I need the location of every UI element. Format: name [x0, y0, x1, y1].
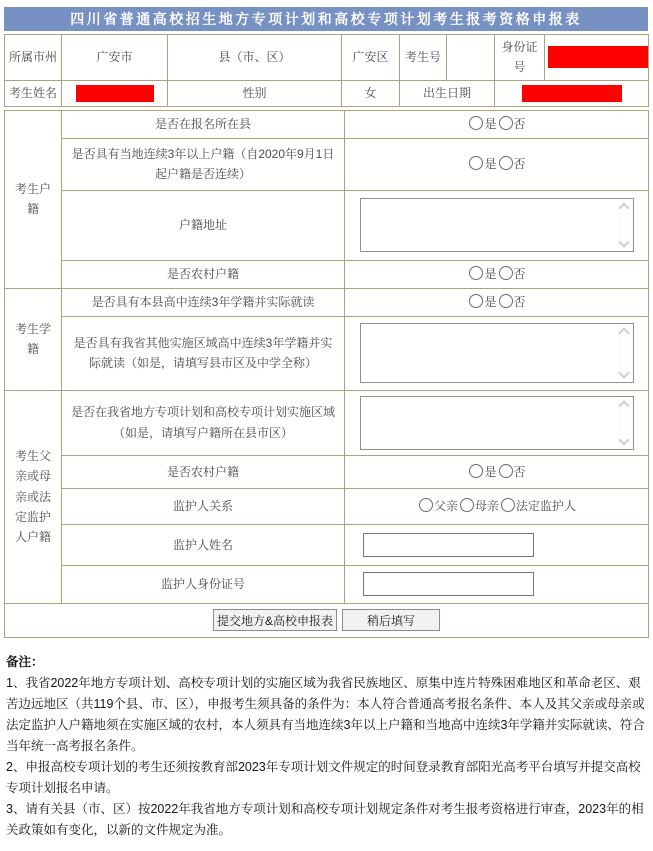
id-no-value-cell [545, 35, 649, 81]
question-guardian-id: 监护人身份证号 [62, 565, 345, 603]
radio-no-label: 否 [513, 267, 526, 282]
radio-no[interactable] [499, 266, 513, 280]
scroll-down-icon[interactable] [618, 368, 629, 379]
scroll-down-icon[interactable] [618, 237, 629, 248]
radio-guardian[interactable] [501, 498, 515, 512]
radio-no-label: 否 [513, 464, 526, 479]
note-item-3: 3、请有关县（市、区）按2022年我省地方专项计划和高校专项计划规定条件对考生报考资格进行审查，2023年的相关政策如有变化，以新的文件规定为准。 [6, 801, 644, 837]
notes-heading: 备注： [6, 654, 44, 669]
question-local-school: 是否具有本县高中连续3年学籍并实际就读 [62, 288, 345, 316]
textarea-scrollbar[interactable] [617, 200, 632, 250]
redacted-birth-date [522, 85, 622, 102]
scroll-down-icon[interactable] [618, 434, 629, 445]
hukou-address-textarea[interactable] [360, 198, 634, 252]
answer-hukou-address [345, 190, 649, 260]
answer-guardian-id [345, 565, 649, 603]
region-value: 广安市 [62, 35, 168, 81]
section-label-candidate-xueji: 考生学籍 [5, 288, 62, 390]
answer-local-school [345, 288, 649, 316]
radio-yes-label: 是 [484, 464, 497, 479]
radio-yes[interactable] [469, 464, 483, 478]
parent-region-textarea[interactable] [360, 396, 634, 450]
scroll-up-icon[interactable] [618, 400, 629, 411]
candidate-no-label: 考生号 [400, 35, 447, 81]
answer-parent-in-region [345, 390, 649, 455]
scroll-up-icon[interactable] [618, 203, 629, 214]
qualification-table [4, 110, 649, 638]
question-3yr-hukou: 是否具有当地连续3年以上户籍（自2020年9月1日起户籍是否连续） [62, 138, 345, 190]
question-rural-hukou: 是否农村户籍 [62, 260, 345, 288]
section-label-parent-hukou: 考生父亲或母亲或法定监护人户籍 [5, 390, 62, 603]
question-hukou-address: 户籍地址 [62, 190, 345, 260]
question-parent-rural-hukou: 是否农村户籍 [62, 455, 345, 488]
radio-father[interactable] [419, 498, 433, 512]
gender-value: 女 [342, 80, 400, 106]
answer-in-county [345, 110, 649, 138]
question-guardian-relation: 监护人关系 [62, 488, 345, 524]
radio-yes-label: 是 [484, 117, 497, 132]
question-guardian-name: 监护人姓名 [62, 524, 345, 565]
id-no-label: 身份证号 [495, 35, 545, 81]
page-title: 四川省普通高校招生地方专项计划和高校专项计划考生报考资格申报表 [4, 7, 648, 31]
candidate-no-value [447, 35, 495, 81]
radio-no-label: 否 [513, 295, 526, 310]
fill-later-button[interactable]: 稍后填写 [342, 609, 440, 631]
answer-parent-rural-hukou [345, 455, 649, 488]
name-value-cell [62, 80, 168, 106]
radio-yes[interactable] [469, 116, 483, 130]
submit-button[interactable]: 提交地方&高校申报表 [213, 609, 337, 631]
radio-father-label: 父亲 [433, 499, 458, 514]
radio-yes-label: 是 [484, 267, 497, 282]
redacted-name [76, 85, 154, 102]
birth-label: 出生日期 [400, 80, 495, 106]
notes-section [6, 652, 645, 841]
radio-guardian-label: 法定监护人 [516, 499, 577, 514]
answer-guardian-relation [345, 488, 649, 524]
question-parent-in-region: 是否在我省地方专项计划和高校专项计划实施区域（如是，请填写户籍所在县市区） [62, 390, 345, 455]
answer-rural-hukou [345, 260, 649, 288]
button-row [5, 603, 649, 637]
radio-no-label: 否 [513, 157, 526, 172]
radio-yes-label: 是 [484, 157, 497, 172]
region-label: 所属市州 [5, 35, 62, 81]
birth-value-cell [495, 80, 649, 106]
answer-guardian-name [345, 524, 649, 565]
note-item-1: 1、我省2022年地方专项计划、高校专项计划的实施区域为我省民族地区、原集中连片特殊困难地区和革命老区、艰苦边远地区（共119个县、市、区），申报考生须具备的条件为：本人符合普通高考报名条件、本人及其父亲或母亲或法定监护人户籍地须在实施区域的农村，本人须具有当地连续3年以上户籍和当地高中连续3年学籍并实际就读、符合当年统一高考报名条件。 [6, 675, 645, 753]
textarea-scrollbar[interactable] [617, 398, 632, 448]
gender-label: 性别 [168, 80, 342, 106]
question-other-region-school: 是否具有我省其他实施区域高中连续3年学籍并实际就读（如是，请填写县市区及中学全称） [62, 316, 345, 390]
scroll-up-icon[interactable] [618, 328, 629, 339]
radio-no-label: 否 [513, 117, 526, 132]
radio-no[interactable] [499, 156, 513, 170]
redacted-id-number [548, 46, 648, 68]
radio-yes[interactable] [469, 266, 483, 280]
radio-yes[interactable] [469, 156, 483, 170]
radio-mother-label: 母亲 [474, 499, 499, 514]
application-form-page [4, 7, 648, 841]
name-label: 考生姓名 [5, 80, 62, 106]
answer-other-region-school [345, 316, 649, 390]
question-in-county: 是否在报名所在县 [62, 110, 345, 138]
guardian-name-input[interactable] [363, 533, 534, 557]
radio-no[interactable] [499, 464, 513, 478]
radio-yes[interactable] [469, 294, 483, 308]
textarea-scrollbar[interactable] [617, 325, 632, 381]
identity-table [4, 34, 649, 107]
radio-yes-label: 是 [484, 295, 497, 310]
radio-no[interactable] [499, 116, 513, 130]
radio-mother[interactable] [460, 498, 474, 512]
section-label-candidate-hukou: 考生户籍 [5, 110, 62, 288]
answer-3yr-hukou [345, 138, 649, 190]
county-label: 县（市、区） [168, 35, 342, 81]
guardian-id-input[interactable] [363, 572, 534, 596]
radio-no[interactable] [499, 294, 513, 308]
other-region-school-textarea[interactable] [360, 323, 634, 383]
county-value: 广安区 [342, 35, 400, 81]
note-item-2: 2、申报高校专项计划的考生还须按教育部2023年专项计划文件规定的时间登录教育部阳光高考平台填写并提交高校专项计划报名申请。 [6, 759, 641, 795]
